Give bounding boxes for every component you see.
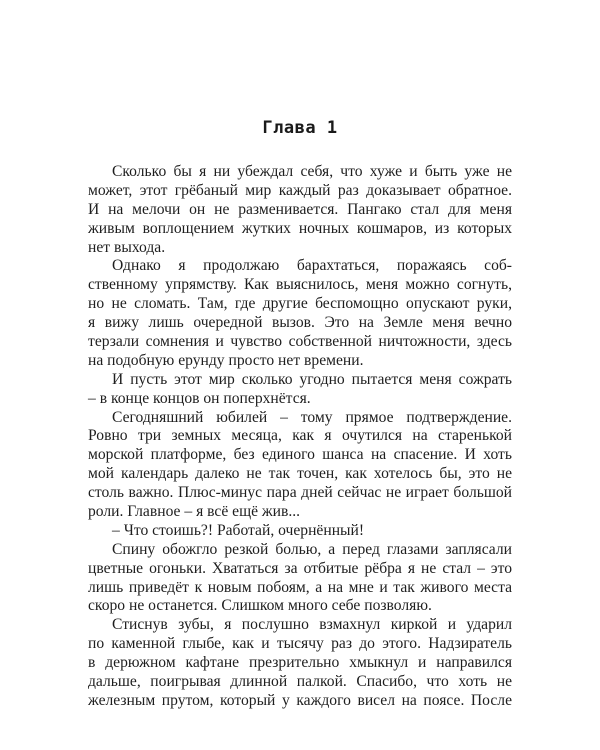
text-line: Сегодняшний юбилей – тому прямое подтверждение. <box>112 408 512 426</box>
text-line: дальше, поигрывая длинной палкой. Спасибо, что хоть не <box>88 673 512 691</box>
text-line: по каменной глыбе, как и тысячу раз до этого. Надзиратель <box>88 635 512 653</box>
text-line: Спину обожгло резкой болью, а перед глазами заплясали <box>112 540 512 558</box>
text-line: терзали сомнения и чувство собственной ничтожности, здесь <box>88 333 512 351</box>
text-line: И пусть этот мир сколько угодно пытается меня сожрать <box>112 370 512 388</box>
text-line: живым воплощением жутких ночных кошмаров, из которых <box>88 219 512 237</box>
dialogue-line: – Что стоишь?! Работай, очернённый! <box>112 521 365 539</box>
text-line: столь важно. Плюс-минус пара дней сейчас не играет большой <box>88 484 512 502</box>
text-line: Стиснув зубы, я послушно взмахнул киркой и ударил <box>112 616 512 634</box>
text-line: на подобную ерунду просто нет времени. <box>88 351 364 369</box>
text-line: мой календарь далеко не так точен, как хотелось бы, это не <box>88 465 512 483</box>
text-line: но не сломать. Там, где другие беспомощно опускают руки, <box>88 295 512 313</box>
text-line: железным прутом, который у каждого висел на поясе. После <box>88 691 512 709</box>
text-line: Сколько бы я ни убеждал себя, что хуже и быть уже не <box>112 163 512 180</box>
text-line: я вижу лишь очередной вызов. Это на Земле меня вечно <box>88 314 512 332</box>
text-line: Ровно три земных месяца, как я очутился на старенькой <box>88 427 512 445</box>
text-line: лишь приведёт к новым побоям, а на мне и так живого места <box>88 578 512 596</box>
text-line: морской платформе, без единого шанса на спасение. И хоть <box>88 446 512 464</box>
text-line: И на мелочи он не разменивается. Пангако стал для меня <box>88 200 512 218</box>
text-line: нет выхода. <box>88 238 166 256</box>
text-line: – в конце концов он поперхнётся. <box>88 389 311 407</box>
text-line: может, этот грёбаный мир каждый раз доказывает обратное. <box>88 181 512 199</box>
text-line: скоро не останется. Слишком много себе позволяю. <box>88 597 432 615</box>
text-line: Однако я продолжаю барахтаться, поражаясь соб- <box>112 257 512 275</box>
chapter-body <box>88 163 512 711</box>
text-line: роли. Главное – я всё ещё жив... <box>88 503 301 521</box>
text-line: цветные огоньки. Хвататься за отбитые рёбра я не стал – это <box>88 559 512 577</box>
chapter-title: Глава 1 <box>262 118 338 138</box>
text-line: ственному упрямству. Как выяснилось, меня можно согнуть, <box>88 276 512 294</box>
text-line: в дерюжном кафтане презрительно хмыкнул и направился <box>88 654 512 672</box>
